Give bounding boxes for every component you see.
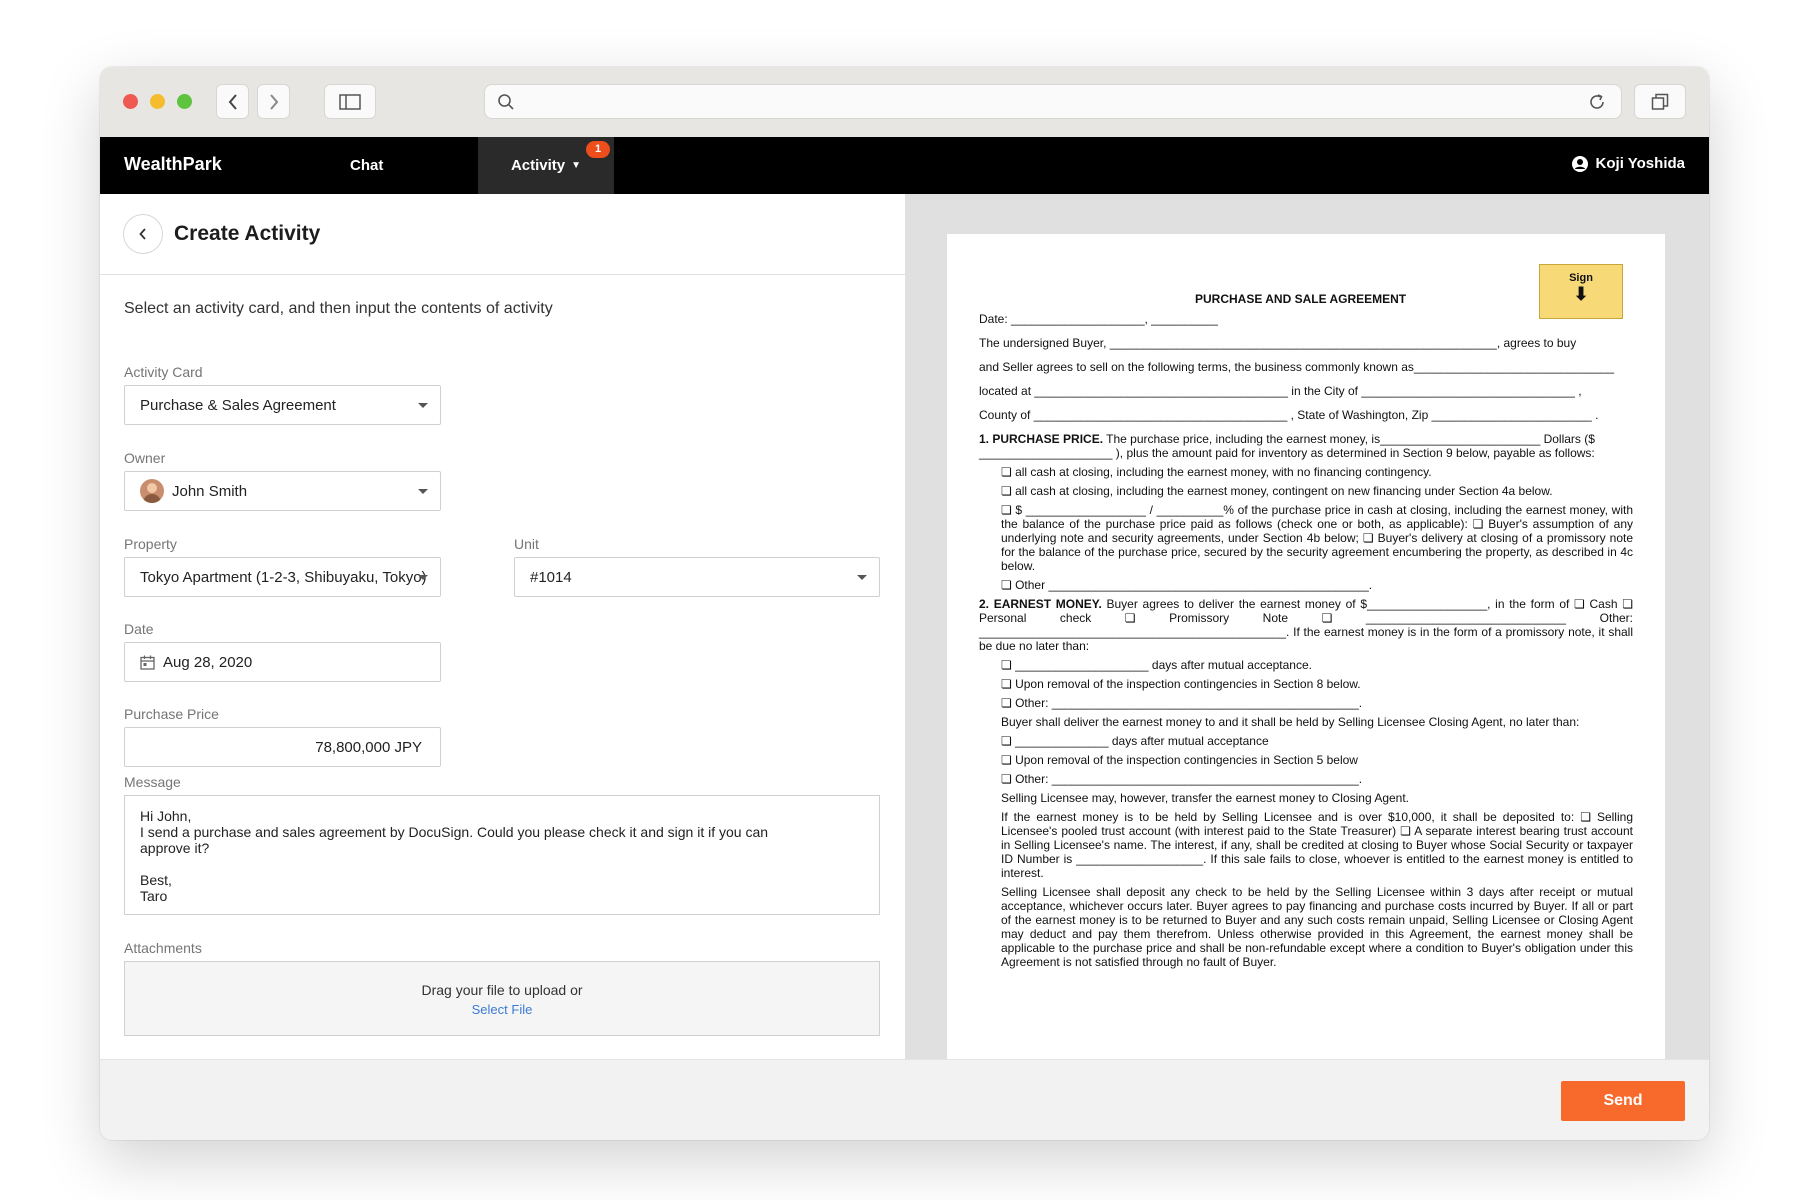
sidebar-icon xyxy=(339,94,361,110)
doc-option: ❏ $ __________________ / __________% of the purchase price in cash at closing, including the earnest money, with the balance of the purchase price paid as follows (check one or both, as applicable): ❏ Buyer's assumption of any underlying note and security agreements, under Section 4b below; ❏ Buyer's delivery at closing of a promissory note for the balance of the purchase price, secured by the security agreement encumbering the property, as described in 4c below. xyxy=(1001,503,1633,573)
sidebar-toggle-button[interactable] xyxy=(324,84,376,119)
address-bar[interactable] xyxy=(484,84,1622,119)
message-line: Taro xyxy=(140,888,168,904)
message-label: Message xyxy=(124,774,181,790)
section-2-title: 2. EARNEST MONEY. xyxy=(979,597,1102,611)
dropdown-arrow-icon xyxy=(418,403,428,408)
arrow-down-icon: ⬇ xyxy=(1573,284,1589,304)
dropzone-text: Drag your file to upload or xyxy=(421,982,583,998)
dropdown-arrow-icon xyxy=(418,489,428,494)
owner-label: Owner xyxy=(124,450,166,466)
caret-down-icon: ▼ xyxy=(571,160,582,171)
doc-line: located at ______________________________________ in the City of ________________________________ , xyxy=(979,384,1582,398)
create-activity-panel xyxy=(100,194,905,1059)
message-line: I send a purchase and sales agreement by DocuSign. Could you please check it and sign it if you can xyxy=(140,824,769,840)
message-textarea[interactable] xyxy=(124,795,880,915)
document-body xyxy=(979,312,1633,974)
document-page xyxy=(947,234,1665,1059)
app-navbar xyxy=(100,137,1709,194)
reload-icon[interactable] xyxy=(1587,92,1607,112)
back-button[interactable] xyxy=(216,84,249,119)
doc-paragraph: Selling Licensee may, however, transfer the earnest money to Closing Agent. xyxy=(1001,791,1410,805)
price-input[interactable] xyxy=(124,727,441,767)
dropdown-arrow-icon xyxy=(418,575,428,580)
section-2-text: Buyer agrees to deliver the earnest money of $__________________, in the form of ❏ Cash ❏ Personal check ❏ Promissory Note ❏ ______________________________ Other: ______________________________________________. If the earnest money is in the form of a promissory note, it shall be due no later than: xyxy=(979,597,1633,653)
sign-tag-label: Sign xyxy=(1569,272,1593,284)
intro-text: Select an activity card, and then input the contents of activity xyxy=(124,300,553,317)
owner-value: John Smith xyxy=(172,482,248,500)
sign-tag[interactable] xyxy=(1539,264,1623,319)
browser-window xyxy=(100,67,1709,1140)
unit-label: Unit xyxy=(514,536,539,552)
footer-bar xyxy=(100,1059,1709,1140)
dropdown-arrow-icon xyxy=(857,575,867,580)
minimize-window-button[interactable] xyxy=(150,94,165,109)
section-1 xyxy=(979,432,1633,460)
doc-paragraph: If the earnest money is to be held by Selling Licensee and is over $10,000, it shall be deposited to: ❏ Selling Licensee's pooled trust account (with interest paid to the State Treasurer) ❏ A separate interest bearing trust account in Selling Licensee's name. The interest, if any, shall be credited at closing to Buyer whose Social Security or taxpayer ID Number is ___________________. If this sale fails to close, whoever is entitled to the earnest money is entitled to interest. xyxy=(1001,810,1633,880)
activity-card-label: Activity Card xyxy=(124,364,203,380)
date-value: Aug 28, 2020 xyxy=(163,653,253,671)
user-icon xyxy=(1572,156,1588,172)
doc-paragraph: Buyer shall deliver the earnest money to and it shall be held by Selling Licensee Closing Agent, no later than: xyxy=(1001,715,1580,729)
doc-line: The undersigned Buyer, __________________________________________________________, agrees to buy xyxy=(979,336,1577,350)
doc-option: ❏ Upon removal of the inspection contingencies in Section 5 below xyxy=(1001,753,1358,767)
document-preview-panel xyxy=(905,194,1709,1059)
doc-option: ❏ Other: ______________________________________________. xyxy=(1001,772,1363,786)
forward-button[interactable] xyxy=(257,84,290,119)
doc-option: ❏ ______________ days after mutual acceptance xyxy=(1001,734,1269,748)
zoom-window-button[interactable] xyxy=(177,94,192,109)
nav-chat[interactable]: Chat xyxy=(350,157,384,174)
doc-option: ❏ Other ________________________________________________. xyxy=(1001,578,1373,592)
user-menu[interactable] xyxy=(1572,155,1685,172)
doc-option: ❏ all cash at closing, including the earnest money, with no financing contingency. xyxy=(1001,465,1432,479)
send-button[interactable]: Send xyxy=(1561,1081,1685,1121)
property-label: Property xyxy=(124,536,177,552)
date-picker[interactable] xyxy=(124,642,441,682)
message-line: approve it? xyxy=(140,840,210,856)
doc-option: ❏ ____________________ days after mutual acceptance. xyxy=(1001,658,1312,672)
tabs-icon xyxy=(1651,93,1669,111)
section-2 xyxy=(979,597,1633,653)
nav-activity-label: Activity xyxy=(510,157,566,174)
panel-header xyxy=(100,194,905,275)
activity-card-select[interactable] xyxy=(124,385,441,425)
attachments-label: Attachments xyxy=(124,940,202,956)
doc-option: ❏ all cash at closing, including the earnest money, contingent on new financing under Section 4a below. xyxy=(1001,484,1553,498)
doc-line: County of ______________________________________ , State of Washington, Zip ________________________ . xyxy=(979,408,1599,422)
unit-select[interactable] xyxy=(514,557,880,597)
search-icon xyxy=(497,93,515,111)
property-value: Tokyo Apartment (1-2-3, Shibuyaku, Tokyo) xyxy=(140,568,427,586)
section-1-title: 1. PURCHASE PRICE. xyxy=(979,432,1104,446)
file-dropzone[interactable] xyxy=(124,961,880,1036)
back-button[interactable] xyxy=(123,214,163,254)
section-1-text: The purchase price, including the earnest money, is________________________ Dollars ($ ____________________ ), plus the amount paid for inventory as determined in Section 9 below, payable as follows: xyxy=(979,432,1595,460)
select-file-link[interactable]: Select File xyxy=(471,1002,533,1017)
avatar xyxy=(140,479,164,503)
doc-option: ❏ Upon removal of the inspection contingencies in Section 8 below. xyxy=(1001,677,1361,691)
message-line: Best, xyxy=(140,872,172,888)
tabs-overview-button[interactable] xyxy=(1634,84,1686,119)
chevron-left-icon xyxy=(138,227,148,241)
message-line xyxy=(140,856,864,872)
message-line: Hi John, xyxy=(140,808,192,824)
unit-value: #1014 xyxy=(530,568,572,586)
close-window-button[interactable] xyxy=(123,94,138,109)
price-value: 78,800,000 JPY xyxy=(315,738,422,756)
page-title: Create Activity xyxy=(174,222,321,245)
date-label: Date xyxy=(124,621,154,637)
doc-line: and Seller agrees to sell on the following terms, the business commonly known as______________________________ xyxy=(979,360,1615,374)
activity-card-value: Purchase & Sales Agreement xyxy=(140,396,336,414)
calendar-icon xyxy=(140,655,155,670)
chevron-left-icon xyxy=(227,93,239,111)
doc-line: Date: ____________________, __________ xyxy=(979,312,1218,326)
owner-select[interactable] xyxy=(124,471,441,511)
document-title: PURCHASE AND SALE AGREEMENT xyxy=(1195,292,1407,306)
price-label: Purchase Price xyxy=(124,706,219,722)
browser-toolbar xyxy=(100,67,1709,137)
chevron-right-icon xyxy=(268,93,280,111)
notification-badge: 1 xyxy=(586,141,610,158)
doc-option: ❏ Other: ______________________________________________. xyxy=(1001,696,1363,710)
property-select[interactable] xyxy=(124,557,441,597)
doc-paragraph: Selling Licensee shall deposit any check to be held by the Selling Licensee within 3 days after receipt or mutual acceptance, whichever occurs later. Buyer agrees to pay financing and purchase costs incurred by Buyer. If all or part of the earnest money is to be returned to Buyer and any such costs remain unpaid, Selling Licensee or Closing Agent may deduct and pay them therefrom. Unless otherwise provided in this Agreement, the earnest money shall be applicable to the purchase price and shall be non-refundable except where a condition to Buyer's obligation under this Agreement is not satisfied through no fault of Buyer. xyxy=(1001,885,1633,969)
brand-logo[interactable]: WealthPark xyxy=(124,154,222,174)
user-name: Koji Yoshida xyxy=(1595,155,1685,172)
